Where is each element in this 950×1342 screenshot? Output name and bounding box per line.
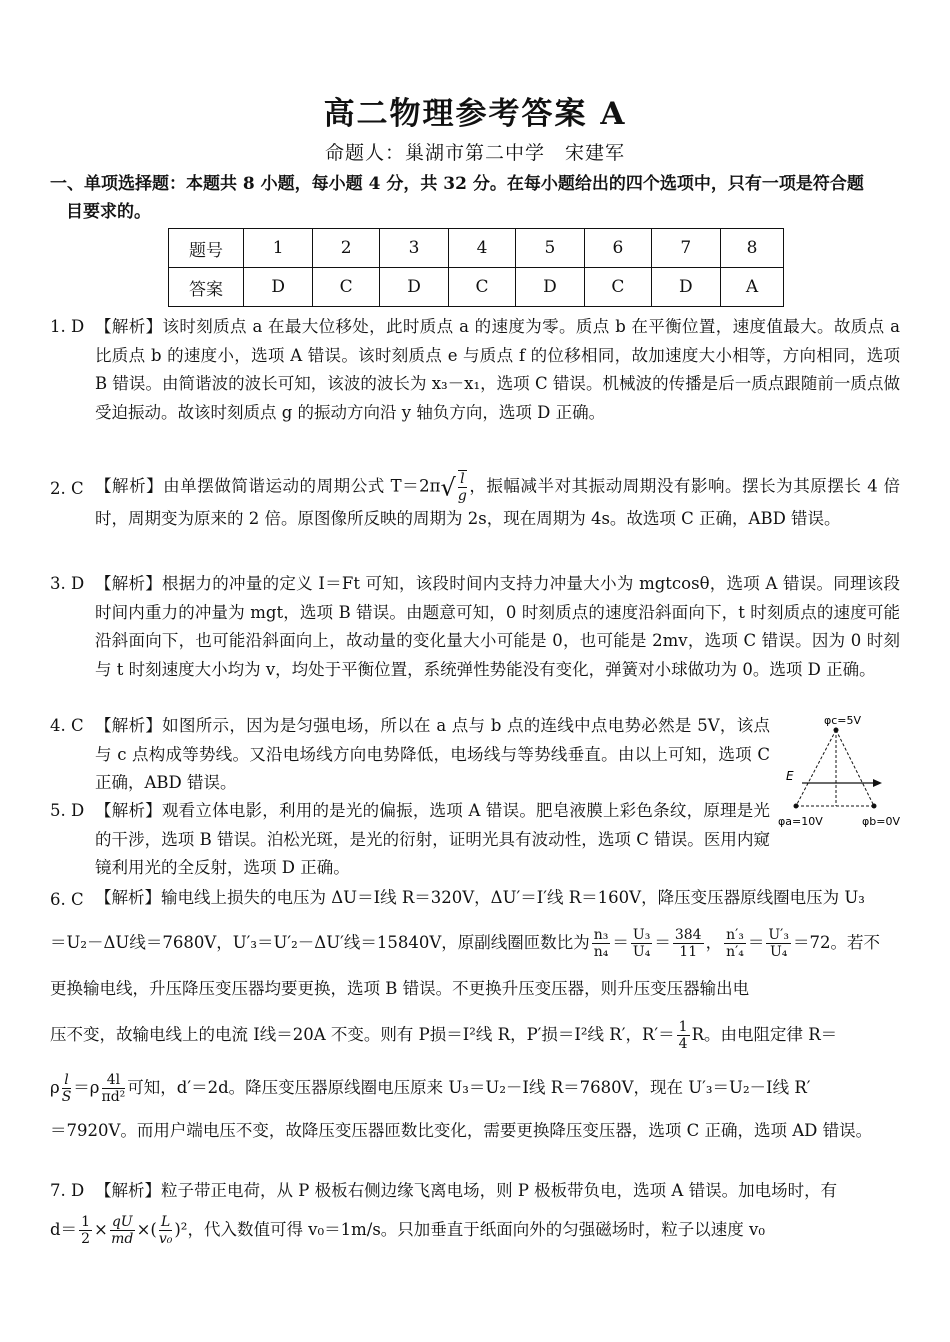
field-arrow-icon <box>873 779 882 787</box>
question-1 <box>50 313 900 427</box>
fraction <box>766 927 791 960</box>
explanation-text: d＝ <box>50 1219 78 1239</box>
question-explanation: 【解析】根据力的冲量的定义 I＝Ft 可知，该段时间内支持力冲量大小为 mgtcosθ，选项 A 错误。同理该段时间内重力的冲量为 mgt，选项 B 错误。由题意可知，0 时刻质点的速度沿斜面向下，t 时刻质点的速度可能沿斜面向下，也可能沿斜面向上，故动量的变化量大小可能是 0，也可能是 2mv，选项 C 错误。因为 0 时刻与 t 时刻速度大小均为 v，均处于平衡位置，系统弹性势能没有变化，弹簧对小球做功为 0。选项 D 正确。 <box>95 574 900 679</box>
question-2 <box>50 470 900 534</box>
section-line-2: 目要求的。 <box>66 202 151 222</box>
sqrt-symbol: √ <box>440 473 456 502</box>
explanation-text: ＝U₂－ΔU线＝7680V，U′₃＝U′₂－ΔU′线＝15840V，原副线圈匝数比为 <box>50 933 590 952</box>
line-ca <box>796 730 836 806</box>
explanation-line <box>50 1010 900 1060</box>
fraction-denominator: S <box>61 1089 72 1105</box>
explanation-line: 更换输电线，升压降压变压器均要更换，选项 B 错误。不更换升压变压器，则升压变压器输出电 <box>50 979 750 998</box>
row-label-number: 题号 <box>169 229 244 268</box>
explanation-line: d＝ $\frac{1}{2}$ × $\frac{qU}{md}$ ×( $\frac{L}{\text{v₀}}$ )²，代入数值可得 v₀＝1m/s。只加垂直于纸面向外的匀强磁场时，粒子以速度 v₀ <box>50 1213 765 1247</box>
fraction-numerator: n₃ <box>593 927 609 943</box>
question-explanation: 【解析】如图所示，因为是匀强电场，所以在 a 点与 b 点的连线中点电势必然是 5V，该点与 c 点构成等势线。又沿电场线方向电势降低，电场线与等势线垂直。由以上可知，选项 C 正确，ABD 错误。 <box>95 716 770 792</box>
question-number: 7. D <box>50 1181 85 1200</box>
explanation-line: ＝7920V。而用户端电压不变，故降压变压器匝数比变化，需要更换降压变压器，选项 C 正确，选项 AD 错误。 <box>50 1121 873 1140</box>
question-number: 6. C <box>50 890 84 909</box>
fraction-numerator: l <box>458 471 467 488</box>
explanation-text: ，振幅减半对其振动周期没有影响。摆长为其原摆长 4 倍时，周期变为原来的 2 倍。原图像所反映的周期为 2s，现在周期为 4s。故选项 C 正确，ABD 错误。 <box>95 476 900 528</box>
explanation-text: 【解析】由单摆做简谐运动的周期公式 T＝2π <box>95 476 441 496</box>
explanation-text: ，代入数值可得 v₀＝1m/s。只加垂直于纸面向外的匀强磁场时，粒子以速度 v₀ <box>187 1219 765 1239</box>
fraction-numerator: l <box>62 1072 72 1089</box>
fraction <box>62 1072 72 1105</box>
table-row-numbers <box>169 229 784 268</box>
table-cell: D <box>244 268 313 307</box>
question-number: 2. C <box>50 479 84 498</box>
fraction-denominator: U₄ <box>632 944 651 960</box>
fraction-denominator: g <box>457 488 467 504</box>
fraction-denominator: n′₄ <box>726 944 744 960</box>
table-row-answers <box>169 268 784 307</box>
fraction <box>677 1019 690 1052</box>
explanation-line: 【解析】粒子带正电荷，从 P 极板右侧边缘飞离电场，则 P 极板带负电，选项 A 错误。加电场时，有 <box>95 1181 838 1200</box>
table-cell: 7 <box>651 229 720 268</box>
fraction-numerator: L <box>159 1214 173 1231</box>
table-cell: 8 <box>720 229 783 268</box>
fraction <box>673 927 704 960</box>
explanation-text: 可知，d′＝2d。降压变压器原线圈电压原来 U₃＝U₂－I线 R＝7680V，现在 U′₃＝U₂－I线 R′ <box>127 1078 811 1097</box>
question-number: 4. C <box>50 716 84 735</box>
question-number: 3. D <box>50 574 85 593</box>
fraction-numerator: 1 <box>678 1019 688 1035</box>
explanation-text: ρ <box>50 1078 60 1097</box>
fraction-l-over-g <box>458 470 467 504</box>
fraction <box>110 1214 135 1247</box>
table-cell: 1 <box>244 229 313 268</box>
explanation-line: 【解析】输电线上损失的电压为 ΔU＝I线 R＝320V，ΔU′＝I′线 R＝160V，降压变压器原线圈电压为 U₃ <box>95 888 865 907</box>
fraction-numerator: 4l <box>102 1072 126 1089</box>
fraction-numerator: 384 <box>674 927 702 943</box>
section-line-1: 一、单项选择题：本题共 8 小题，每小题 4 分，共 32 分。在每小题给出的四个选项中，只有一项是符合题 <box>50 174 864 194</box>
table-cell: A <box>720 268 783 307</box>
explanation-text: ＝72。若不 <box>792 933 880 952</box>
fraction <box>159 1214 173 1247</box>
row-label-answer: 答案 <box>169 268 244 307</box>
table-cell: D <box>379 268 448 307</box>
fraction-denominator: U₄ <box>769 944 788 960</box>
table-cell: D <box>515 268 584 307</box>
table-cell: 3 <box>379 229 448 268</box>
fraction-numerator: qU <box>111 1213 133 1230</box>
table-cell: C <box>585 268 651 307</box>
question-6 <box>50 884 900 1145</box>
fraction-denominator: v₀ <box>158 1230 173 1247</box>
fraction <box>592 927 611 960</box>
fraction <box>79 1214 92 1247</box>
label-field-e: E <box>786 769 794 783</box>
explanation-text: R。由电阻定律 R＝ <box>691 1025 838 1044</box>
question-explanation <box>95 470 900 534</box>
question-3 <box>50 570 900 684</box>
section-heading <box>50 170 905 226</box>
question-7 <box>50 1177 900 1254</box>
explanation-text: 压不变，故输电线上的电流 I线＝20A 不变。则有 P损＝I²线 R，P′损＝I²线 R′，R′＝ <box>50 1025 675 1044</box>
table-cell: 4 <box>449 229 515 268</box>
question-4 <box>50 712 770 798</box>
fraction <box>631 927 652 960</box>
label-phi-a: φa=10V <box>778 815 823 828</box>
fraction-denominator: md <box>111 1230 134 1247</box>
table-cell: C <box>313 268 379 307</box>
fraction-denominator: n₄ <box>593 944 609 960</box>
table-cell: 5 <box>515 229 584 268</box>
table-cell: D <box>651 268 720 307</box>
author-line: 命题人：巢湖市第二中学 宋建军 <box>324 142 625 164</box>
answer-table <box>168 228 784 307</box>
fraction-numerator: 1 <box>81 1213 90 1230</box>
fraction-numerator: U₃ <box>632 927 651 943</box>
question-number: 1. D <box>50 317 85 336</box>
page-title: 高二物理参考答案 A <box>323 96 627 132</box>
table-cell: 6 <box>585 229 651 268</box>
label-phi-b: φb=0V <box>862 815 900 828</box>
electric-field-diagram <box>778 708 908 833</box>
fraction <box>724 927 746 960</box>
table-cell: C <box>449 268 515 307</box>
fraction-denominator: 4 <box>678 1036 688 1052</box>
label-phi-c: φc=5V <box>824 714 862 727</box>
fraction-denominator: πd² <box>101 1089 126 1105</box>
explanation-line: ＝U₂－ΔU线＝7680V，U′₃＝U′₂－ΔU′线＝15840V，原副线圈匝数比为 $\frac{\text{n₃}}{\text{n₄}}$ ＝ $\frac{\text{U₃}}{\text{U₄}}$ ＝ $\frac{384}{11}$ ， $\frac{\text{n′₃}}{\text{n′₄}}$ ＝ $\frac{\text{U′₃}}{\text{U₄}}$ ＝72。若不 <box>50 927 880 960</box>
fraction-denominator: 11 <box>679 944 698 960</box>
line-cb <box>836 730 874 806</box>
fraction <box>102 1072 126 1105</box>
table-cell: 2 <box>313 229 379 268</box>
fraction-numerator: U′₃ <box>768 927 789 943</box>
explanation-line: ρ $\frac{l}{S}$ ＝ρ $\frac{4l}{\text{πd²}}$ 可知，d′＝2d。降压变压器原线圈电压原来 U₃＝U₂－I线 R＝7680V，现在 U′₃＝U₂－I线 R′ <box>50 1072 811 1105</box>
question-5 <box>50 797 770 883</box>
fraction-numerator: n′₃ <box>726 927 744 943</box>
question-explanation: 【解析】该时刻质点 a 在最大位移处，此时质点 a 的速度为零。质点 b 在平衡位置，速度值最大。故质点 a 比质点 b 的速度小，选项 A 错误。该时刻质点 e 与质点 f 的位移相同，故加速度大小相等，方向相同，选项 B 错误。由简谐波的波长可知，该波的波长为 x₃－x₁，选项 C 错误。机械波的传播是后一质点跟随前一质点做受迫振动。故该时刻质点 g 的振动方向沿 y 轴负方向，选项 D 正确。 <box>95 317 900 422</box>
question-number: 5. D <box>50 801 85 820</box>
question-explanation: 【解析】观看立体电影，利用的是光的偏振，选项 A 错误。肥皂液膜上彩色条纹，原理是光的干涉，选项 B 错误。泊松光斑，是光的衍射，证明光具有波动性，选项 C 错误。医用内窥镜利用光的全反射，选项 D 正确。 <box>95 801 770 877</box>
fraction-denominator: 2 <box>81 1230 90 1247</box>
